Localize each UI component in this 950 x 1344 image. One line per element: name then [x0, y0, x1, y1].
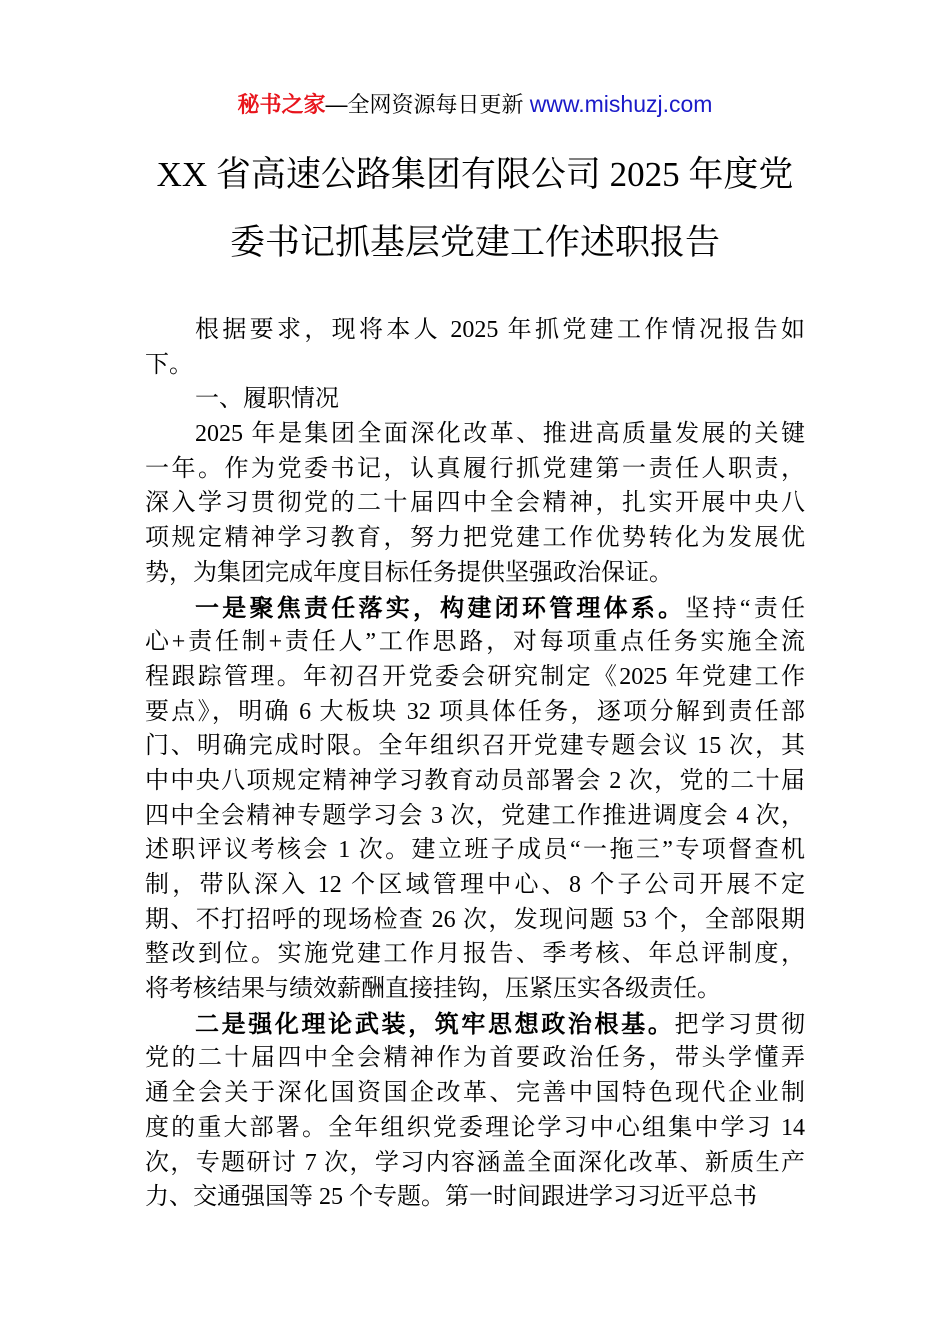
- paragraph-line: [145, 625, 805, 660]
- paragraph-line: [145, 660, 805, 695]
- line-text: 期、不打招呼的现场检查 26 次，发现问题 53 个，全部限期: [145, 906, 805, 933]
- paragraph-line: [145, 556, 805, 591]
- line-text: 中中央八项规定精神学习教育动员部署会 2 次，党的二十届: [145, 767, 805, 794]
- line-text: 述职评议考核会 1 次。建立班子成员“一拖三”专项督查机: [145, 837, 805, 864]
- paragraph: [145, 382, 805, 417]
- line-text: 要点》，明确 6 大板块 32 项具体任务，逐项分解到责任部: [145, 698, 805, 725]
- paragraph-line: [145, 1146, 805, 1181]
- paragraph-heading: 二是强化理论武装，筑牢思想政治根基。: [195, 1009, 675, 1038]
- site-header: [0, 88, 950, 121]
- paragraph-line: [145, 452, 805, 487]
- line-text: 四中全会精神专题学习会 3 次，党建工作推进调度会 4 次，: [145, 802, 805, 829]
- line-text: 下。: [145, 351, 193, 378]
- paragraph-line: [145, 729, 805, 764]
- paragraph-line: [145, 1007, 805, 1042]
- line-text: 门、明确完成时限。全年组织召开党建专题会议 15 次，其: [145, 733, 805, 760]
- paragraph-line: [145, 833, 805, 868]
- paragraph: [145, 591, 805, 1007]
- line-text: 把学习贯彻: [674, 1011, 805, 1038]
- line-text: 党的二十届四中全会精神作为首要政治任务，带头学懂弄: [145, 1045, 805, 1072]
- line-text: 度的重大部署。全年组织党委理论学习中心组集中学习 14: [145, 1114, 805, 1141]
- line-text: 坚持“责任: [685, 595, 805, 622]
- site-brand: 秘书之家: [237, 92, 326, 117]
- line-text: 一年。作为党委书记，认真履行抓党建第一责任人职责，: [145, 455, 805, 482]
- line-text: 势，为集团完成年度目标任务提供坚强政治保证。: [145, 559, 673, 586]
- paragraph: [145, 417, 805, 590]
- line-text: 心+责任制+责任人”工作思路，对每项重点任务实施全流: [145, 629, 805, 656]
- paragraph-line: [145, 1111, 805, 1146]
- paragraph-line: [145, 799, 805, 834]
- paragraph-line: [145, 1041, 805, 1076]
- paragraph-line: [145, 764, 805, 799]
- line-text: 次，专题研讨 7 次，学习内容涵盖全面深化改革、新质生产: [145, 1149, 805, 1176]
- site-url-link[interactable]: www.mishuzj.com: [529, 91, 713, 117]
- paragraph-line: [145, 972, 805, 1007]
- line-text: 将考核结果与绩效薪酬直接挂钩，压紧压实各级责任。: [145, 976, 721, 1003]
- paragraph-line: [145, 1076, 805, 1111]
- paragraph-line: [145, 417, 805, 452]
- document-title-line-1: XX 省高速公路集团有限公司 2025 年度党: [156, 155, 794, 194]
- paragraph-line: [145, 313, 805, 348]
- line-text: 2025 年是集团全面深化改革、推进高质量发展的关键: [195, 421, 805, 448]
- document-body: [145, 313, 805, 1215]
- paragraph-heading: 一是聚焦责任落实，构建闭环管理体系。: [195, 593, 686, 622]
- line-text: 一、履职情况: [195, 386, 339, 413]
- line-text: 程跟踪管理。年初召开党委会研究制定《2025 年党建工作: [145, 663, 805, 690]
- document-title-line-2: 委书记抓基层党建工作述职报告: [229, 223, 720, 262]
- paragraph-line: [145, 937, 805, 972]
- paragraph: [145, 313, 805, 382]
- paragraph-line: [145, 521, 805, 556]
- line-text: 力、交通强国等 25 个专题。第一时间跟进学习习近平总书: [145, 1184, 757, 1211]
- line-text: 项规定精神学习教育，努力把党建工作优势转化为发展优: [145, 525, 805, 552]
- line-text: 整改到位。实施党建工作月报告、季考核、年总评制度，: [145, 941, 805, 968]
- line-text: 深入学习贯彻党的二十届四中全会精神，扎实开展中央八: [145, 490, 805, 517]
- paragraph-line: [145, 486, 805, 521]
- paragraph: [145, 1007, 805, 1215]
- line-text: 通全会关于深化国资国企改革、完善中国特色现代企业制: [145, 1080, 805, 1107]
- line-text: 根据要求，现将本人 2025 年抓党建工作情况报告如: [195, 317, 805, 343]
- paragraph-line: [145, 903, 805, 938]
- paragraph-line: [145, 1180, 805, 1215]
- line-text: 制，带队深入 12 个区域管理中心、8 个子公司开展不定: [145, 872, 805, 898]
- paragraph-line: [145, 868, 805, 903]
- paragraph-line: [145, 591, 805, 626]
- paragraph-line: [145, 348, 805, 383]
- site-slogan: —全网资源每日更新: [325, 92, 524, 117]
- paragraph-line: [145, 382, 805, 417]
- paragraph-line: [145, 695, 805, 730]
